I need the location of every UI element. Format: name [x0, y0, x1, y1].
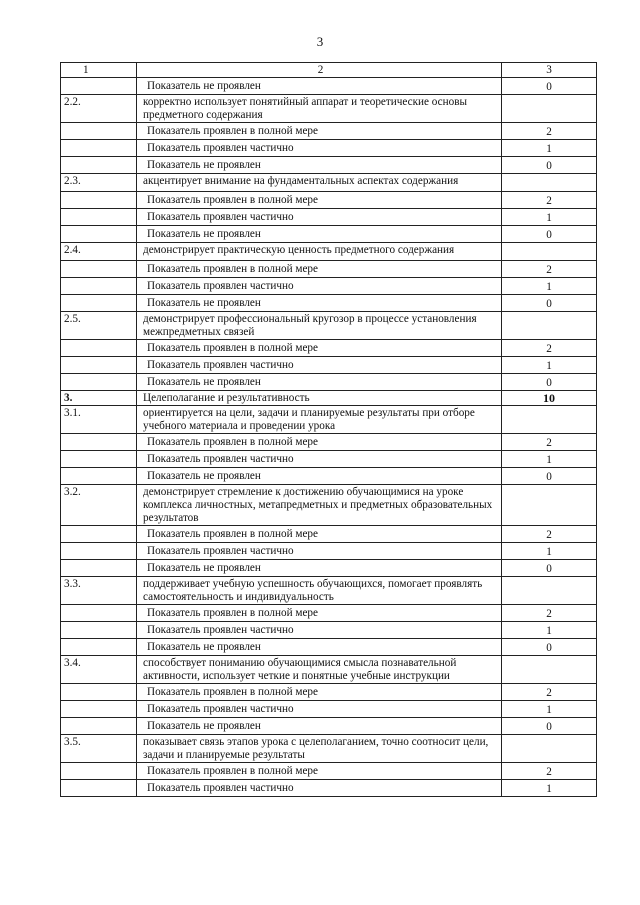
row-text-cell: Показатель не проявлен — [137, 639, 502, 656]
row-score-cell: 1 — [502, 543, 597, 560]
row-score-cell: 2 — [502, 192, 597, 209]
row-text-cell: Показатель не проявлен — [137, 718, 502, 735]
row-number-cell — [61, 560, 137, 577]
section-row — [61, 391, 597, 406]
row-text-cell: Показатель проявлен в полной мере — [137, 123, 502, 140]
indicator-row — [61, 468, 597, 485]
row-score-cell: 0 — [502, 157, 597, 174]
row-text-cell: демонстрирует практическую ценность предметного содержания — [137, 243, 502, 261]
row-number-cell — [61, 434, 137, 451]
row-text-cell: Показатель проявлен в полной мере — [137, 261, 502, 278]
row-score-cell: 1 — [502, 140, 597, 157]
indicator-row — [61, 357, 597, 374]
row-number-cell: 3. — [61, 391, 137, 406]
row-score-cell: 2 — [502, 261, 597, 278]
row-score-cell: 1 — [502, 780, 597, 797]
row-score-cell: 0 — [502, 718, 597, 735]
indicator-row — [61, 701, 597, 718]
row-score-cell: 2 — [502, 763, 597, 780]
indicator-row — [61, 278, 597, 295]
row-score-cell: 2 — [502, 526, 597, 543]
row-score-cell: 0 — [502, 374, 597, 391]
row-text-cell: Показатель проявлен частично — [137, 780, 502, 797]
row-score-cell — [502, 656, 597, 684]
criterion-row — [61, 656, 597, 684]
row-text-cell: Показатель проявлен в полной мере — [137, 763, 502, 780]
row-number-cell: 3.1. — [61, 406, 137, 434]
row-number-cell: 2.5. — [61, 312, 137, 340]
row-number-cell — [61, 374, 137, 391]
row-number-cell — [61, 340, 137, 357]
row-number-cell — [61, 468, 137, 485]
indicator-row — [61, 684, 597, 701]
row-text-cell: Показатель проявлен частично — [137, 209, 502, 226]
row-score-cell — [502, 735, 597, 763]
indicator-row — [61, 295, 597, 312]
row-score-cell: 0 — [502, 226, 597, 243]
header-col-1: 1 — [61, 63, 137, 78]
row-number-cell: 3.3. — [61, 577, 137, 605]
row-number-cell — [61, 357, 137, 374]
row-number-cell: 3.4. — [61, 656, 137, 684]
criterion-row — [61, 95, 597, 123]
row-text-cell: Показатель проявлен в полной мере — [137, 605, 502, 622]
criterion-row — [61, 174, 597, 192]
row-number-cell — [61, 605, 137, 622]
criteria-table — [60, 62, 597, 797]
row-score-cell: 1 — [502, 278, 597, 295]
row-text-cell: поддерживает учебную успешность обучающихся, помогает проявлять самостоятельность и индивидуальность — [137, 577, 502, 605]
row-text-cell: акцентирует внимание на фундаментальных аспектах содержания — [137, 174, 502, 192]
criterion-row — [61, 735, 597, 763]
row-text-cell: Показатель проявлен частично — [137, 451, 502, 468]
row-text-cell: Показатель проявлен в полной мере — [137, 684, 502, 701]
row-text-cell: Показатель не проявлен — [137, 468, 502, 485]
row-text-cell: демонстрирует стремление к достижению обучающимися на уроке комплекса личностных, метапредметных и предметных образовательных результатов — [137, 485, 502, 526]
row-number-cell — [61, 526, 137, 543]
row-number-cell — [61, 718, 137, 735]
indicator-row — [61, 526, 597, 543]
row-score-cell — [502, 485, 597, 526]
row-text-cell: Показатель проявлен частично — [137, 622, 502, 639]
row-number-cell — [61, 261, 137, 278]
indicator-row — [61, 434, 597, 451]
row-text-cell: Показатель не проявлен — [137, 295, 502, 312]
indicator-row — [61, 78, 597, 95]
row-score-cell: 1 — [502, 209, 597, 226]
row-number-cell — [61, 123, 137, 140]
row-score-cell: 0 — [502, 639, 597, 656]
row-score-cell — [502, 174, 597, 192]
header-col-3: 3 — [502, 63, 597, 78]
criterion-row — [61, 312, 597, 340]
row-number-cell — [61, 192, 137, 209]
row-text-cell: Показатель проявлен в полной мере — [137, 434, 502, 451]
row-text-cell: корректно использует понятийный аппарат и теоретические основы предметного содержания — [137, 95, 502, 123]
row-text-cell: Целеполагание и результативность — [137, 391, 502, 406]
page-number: 3 — [316, 34, 324, 49]
row-number-cell — [61, 226, 137, 243]
row-text-cell: показывает связь этапов урока с целеполаганием, точно соотносит цели, задачи и планируемые результаты — [137, 735, 502, 763]
row-score-cell: 2 — [502, 340, 597, 357]
row-number-cell — [61, 451, 137, 468]
row-text-cell: ориентируется на цели, задачи и планируемые результаты при отборе учебного материала и проведении урока — [137, 406, 502, 434]
row-score-cell — [502, 577, 597, 605]
row-score-cell: 1 — [502, 357, 597, 374]
row-text-cell: Показатель проявлен в полной мере — [137, 340, 502, 357]
row-number-cell — [61, 278, 137, 295]
row-score-cell — [502, 406, 597, 434]
indicator-row — [61, 374, 597, 391]
indicator-row — [61, 622, 597, 639]
row-score-cell — [502, 312, 597, 340]
row-number-cell — [61, 622, 137, 639]
criterion-row — [61, 243, 597, 261]
row-score-cell: 2 — [502, 605, 597, 622]
indicator-row — [61, 140, 597, 157]
row-text-cell: Показатель проявлен частично — [137, 543, 502, 560]
row-number-cell — [61, 780, 137, 797]
indicator-row — [61, 718, 597, 735]
row-score-cell: 10 — [502, 391, 597, 406]
row-score-cell: 2 — [502, 684, 597, 701]
row-text-cell: Показатель проявлен частично — [137, 278, 502, 295]
row-number-cell: 2.3. — [61, 174, 137, 192]
row-text-cell: Показатель не проявлен — [137, 226, 502, 243]
criterion-row — [61, 485, 597, 526]
criterion-row — [61, 577, 597, 605]
indicator-row — [61, 123, 597, 140]
row-score-cell: 0 — [502, 78, 597, 95]
row-text-cell: Показатель не проявлен — [137, 560, 502, 577]
row-number-cell — [61, 701, 137, 718]
criterion-row — [61, 406, 597, 434]
row-number-cell: 3.5. — [61, 735, 137, 763]
row-text-cell: Показатель проявлен частично — [137, 357, 502, 374]
row-text-cell: Показатель проявлен частично — [137, 140, 502, 157]
row-number-cell — [61, 763, 137, 780]
row-number-cell — [61, 157, 137, 174]
indicator-row — [61, 780, 597, 797]
row-text-cell: Показатель проявлен в полной мере — [137, 192, 502, 209]
row-score-cell: 1 — [502, 622, 597, 639]
indicator-row — [61, 543, 597, 560]
row-number-cell — [61, 639, 137, 656]
indicator-row — [61, 639, 597, 656]
header-col-2: 2 — [137, 63, 502, 78]
row-text-cell: Показатель не проявлен — [137, 78, 502, 95]
table-header-row — [61, 63, 597, 78]
indicator-row — [61, 192, 597, 209]
row-number-cell — [61, 78, 137, 95]
indicator-row — [61, 261, 597, 278]
row-score-cell: 0 — [502, 468, 597, 485]
criteria-table-body — [61, 63, 597, 797]
row-number-cell — [61, 295, 137, 312]
row-number-cell — [61, 543, 137, 560]
indicator-row — [61, 451, 597, 468]
row-score-cell — [502, 243, 597, 261]
indicator-row — [61, 226, 597, 243]
indicator-row — [61, 340, 597, 357]
row-text-cell: Показатель не проявлен — [137, 157, 502, 174]
row-score-cell: 1 — [502, 451, 597, 468]
row-text-cell: Показатель проявлен в полной мере — [137, 526, 502, 543]
row-text-cell: способствует пониманию обучающимися смысла познавательной активности, использует четкие и понятные учебные инструкции — [137, 656, 502, 684]
row-score-cell: 1 — [502, 701, 597, 718]
row-number-cell — [61, 684, 137, 701]
indicator-row — [61, 763, 597, 780]
row-score-cell: 0 — [502, 560, 597, 577]
row-number-cell — [61, 209, 137, 226]
row-number-cell — [61, 140, 137, 157]
indicator-row — [61, 209, 597, 226]
indicator-row — [61, 605, 597, 622]
row-score-cell: 2 — [502, 434, 597, 451]
indicator-row — [61, 157, 597, 174]
row-text-cell: Показатель не проявлен — [137, 374, 502, 391]
row-score-cell: 0 — [502, 295, 597, 312]
indicator-row — [61, 560, 597, 577]
row-score-cell — [502, 95, 597, 123]
row-number-cell: 2.2. — [61, 95, 137, 123]
row-number-cell: 3.2. — [61, 485, 137, 526]
row-text-cell: Показатель проявлен частично — [137, 701, 502, 718]
row-number-cell: 2.4. — [61, 243, 137, 261]
row-text-cell: демонстрирует профессиональный кругозор в процессе установления межпредметных связей — [137, 312, 502, 340]
row-score-cell: 2 — [502, 123, 597, 140]
